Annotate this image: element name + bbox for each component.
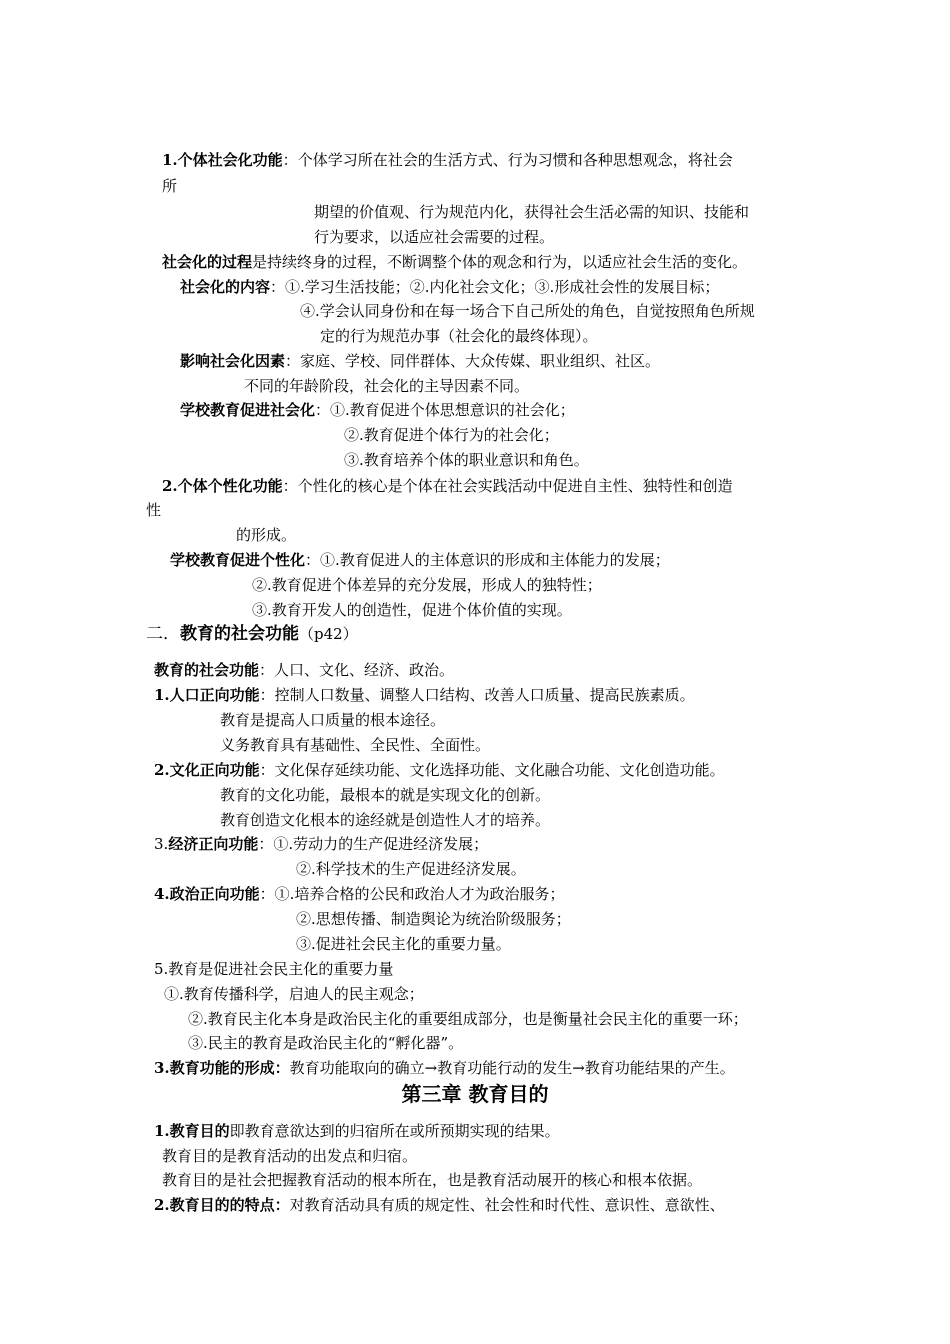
school-socialization-label: 学校教育促进社会化 [180,401,316,419]
chapter-title: 第三章 教育目的 [401,1082,549,1106]
text-line: ②.教育促进个体差异的充分发展，形成人的独特性； [252,576,602,594]
culture-function-line: 2.文化正向功能：文化保存延续功能、文化选择功能、文化融合功能、文化创造功能。 [154,761,725,779]
socialization-content-label: 社会化的内容 [180,278,271,296]
text-line: 所 [162,177,178,195]
text-line: 教育创造文化根本的途经就是创造性人才的培养。 [220,811,551,829]
school-individualization-line: 学校教育促进个性化：①.教育促进人的主体意识的形成和主体能力的发展； [170,551,670,569]
text-line: ②.思想传播、制造舆论为统治阶级服务； [296,910,571,928]
social-function-overview-line: 教育的社会功能：人口、文化、经济、政治。 [154,661,455,679]
population-function-line: 1.人口正向功能：控制人口数量、调整人口结构、改善人口质量、提高民族素质。 [154,686,695,704]
text-line: ③.教育开发人的创造性，促进个体价值的实现。 [252,601,572,619]
socialization-process-label: 社会化的过程 [162,253,253,271]
function-formation-label: 3.教育功能的形成： [154,1059,290,1077]
text-line: ③.促进社会民主化的重要力量。 [296,935,511,953]
economy-function-line: 3.经济正向功能：①.劳动力的生产促进经济发展； [154,835,489,853]
text-line: 定的行为规范办事（社会化的最终体现）。 [320,327,598,345]
text-line: ③.民主的教育是政治民主化的“孵化器”。 [188,1034,464,1052]
socialization-content-line: 社会化的内容：①.学习生活技能；②.内化社会文化；③.形成社会性的发展目标； [180,278,720,296]
culture-function-label: 2.文化正向功能 [154,761,260,779]
text-line: 不同的年龄阶段，社会化的主导因素不同。 [244,377,530,395]
population-function-label: 1.人口正向功能 [154,686,260,704]
text-line: ②.科学技术的生产促进经济发展。 [296,860,526,878]
school-individualization-label: 学校教育促进个性化 [170,551,306,569]
text-line: 教育目的是教育活动的出发点和归宿。 [162,1147,418,1165]
economy-function-label: 经济正向功能 [168,835,259,853]
text-line: 教育目的是社会把握教育活动的根本所在，也是教育活动展开的核心和根本依据。 [162,1171,703,1189]
education-aim-features-label: 2.教育目的的特点： [154,1196,290,1214]
section-heading-title: 教育的社会功能 [180,624,299,644]
education-aim-definition-line: 1.教育目的即教育意欲达到的归宿所在或所预期实现的结果。 [154,1122,560,1140]
text-line: 期望的价值观、行为规范内化，获得社会生活必需的知识、技能和 [314,203,750,221]
individual-socialization-line: 1.个体社会化功能：个体学习所在社会的生活方式、行为习惯和各种思想观念，将社会 [162,151,733,169]
text-line: 性 [146,501,162,519]
text-line: ②.教育民主化本身是政治民主化的重要组成部分，也是衡量社会民主化的重要一环； [188,1010,748,1028]
text-line: 的形成。 [236,526,297,544]
individualization-label: 2.个体个性化功能 [162,477,283,495]
education-aim-label: 1.教育目的 [154,1122,230,1140]
individual-socialization-label: 1.个体社会化功能 [162,151,283,169]
text-line: ④.学会认同身份和在每一场合下自己所处的角色，自觉按照角色所规 [300,302,755,320]
socialization-factors-label: 影响社会化因素 [180,352,286,370]
function-formation-line: 3.教育功能的形成：教育功能取向的确立→教育功能行动的发生→教育功能结果的产生。 [154,1059,735,1077]
text-line: 教育是提高人口质量的根本途径。 [220,711,446,729]
text-line: 行为要求，以适应社会需要的过程。 [314,228,555,246]
text-line: ③.教育培养个体的职业意识和角色。 [344,451,589,469]
school-socialization-line: 学校教育促进社会化：①.教育促进个体思想意识的社会化； [180,401,575,419]
individualization-line: 2.个体个性化功能：个性化的核心是个体在社会实践活动中促进自主性、独特性和创造 [162,477,733,495]
text-line: ②.教育促进个体行为的社会化； [344,426,559,444]
social-function-overview-label: 教育的社会功能 [154,661,260,679]
text-line: ①.教育传播科学，启迪人的民主观念； [164,985,424,1003]
politics-function-label: 4.政治正向功能 [154,885,260,903]
politics-function-line: 4.政治正向功能：①.培养合格的公民和政治人才为政治服务； [154,885,565,903]
text-line: 教育的文化功能，最根本的就是实现文化的创新。 [220,786,551,804]
individual-socialization-text: 个体学习所在社会的生活方式、行为习惯和各种思想观念，将社会 [297,151,733,169]
text-line: 义务教育具有基础性、全民性、全面性。 [220,736,491,754]
education-aim-features-line: 2.教育目的的特点：对教育活动具有质的规定性、社会性和时代性、意识性、意欲性、 [154,1196,725,1214]
section-heading: 二．教育的社会功能（p42） [146,624,358,644]
democratization-title: 5.教育是促进社会民主化的重要力量 [154,960,394,978]
socialization-process-line: 社会化的过程是持续终身的过程，不断调整个体的观念和行为，以适应社会生活的变化。 [162,253,748,271]
socialization-factors-line: 影响社会化因素：家庭、学校、同伴群体、大众传媒、职业组织、社区。 [180,352,661,370]
